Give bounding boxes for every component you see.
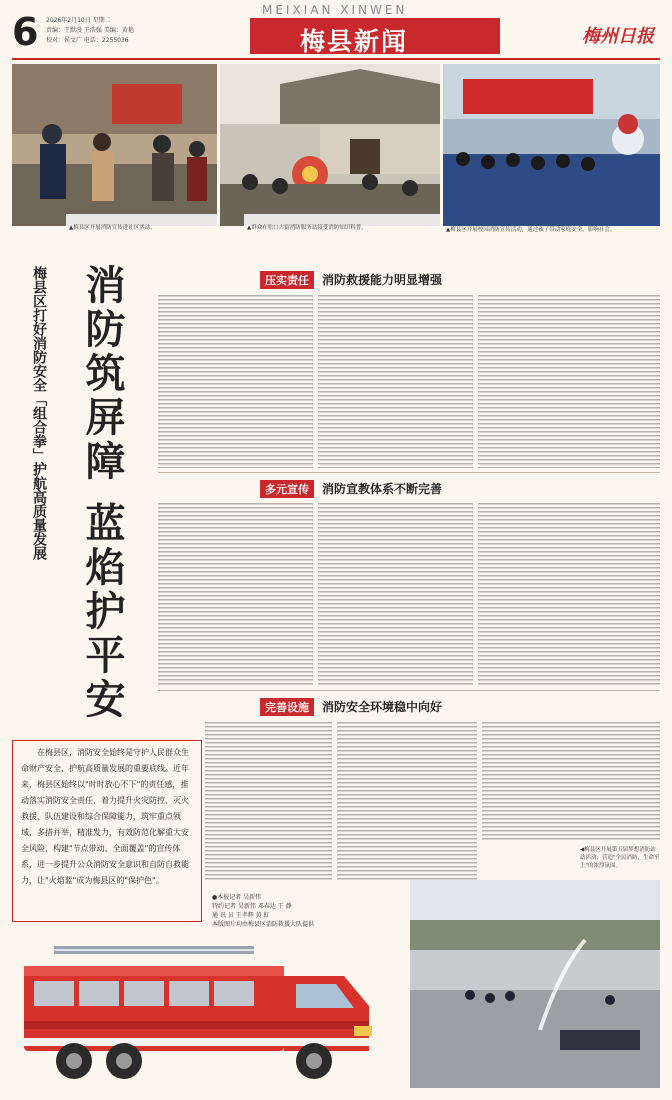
caption-box-bottom-right [580,846,660,870]
divider-1 [158,472,660,473]
caption-box-right [446,226,660,234]
issue-date: 2026年2月10日 星期二 [46,17,111,24]
section-1-col-3 [478,295,660,468]
photo-community-event [12,64,217,226]
photo-campus-education [443,64,660,226]
section-2-col-2 [318,503,473,686]
section-3-col-1 [205,722,332,882]
section-2-tag: 多元宣传 [260,480,314,498]
lead-paragraph: 在梅县区，消防安全始终是守护人民群众生命财产安全、护航高质量发展的重要底线。近年来，梅县区始终以"时时放心不下"的责任感，推动落实消防安全责任，着力提升火灾防控、灭火救援、队伍建设和综合保障能力，筑牢重点领域、多措并举，精准发力，有效防范化解重大安全风险，构建"节点带动、全面覆盖"的宣传体系，进一步提升公众消防安全意识和自防自救能力，让"火焰蓝"成为梅县区的"保护色"。 [21,748,189,885]
paper-name: 梅州日报 [582,26,654,47]
section-1-title: 消防救援能力明显增强 [322,273,443,287]
caption-box-left [66,214,217,231]
header-rule [12,58,660,60]
caption-middle: ▲群众在松口古街消防服务站接受消防知识科普。 [247,225,367,231]
section-1-tag: 压实责任 [260,271,314,289]
photo-fire-drill [410,880,660,1088]
paper-logo [582,22,654,48]
latin-section-name: MEIXIAN XINWEN [262,3,408,17]
credit-interns: 通 讯 员 王孝辉 黄 虹 [212,912,270,919]
section-3-col-2 [337,722,477,882]
section-3-header [260,698,442,715]
lead-box [12,740,202,922]
caption-box-middle [244,214,440,231]
caption-left: ▲梅县区开展消防宣传进社区活动。 [69,225,156,231]
credits-block [212,893,314,929]
section-3-col-3 [482,722,660,840]
editor-info: 责编：王默漫 王浩强 美编：黄艳 [46,27,134,34]
section-1-col-2 [318,295,473,468]
section-3-title: 消防安全环境稳中向好 [322,700,443,714]
section-1-col-1 [158,295,313,468]
section-3-tag: 完善设施 [260,698,314,716]
section-2-col-3 [478,503,660,686]
headline-block [20,256,125,726]
credit-correspondents: 特约记者 吴新伟 邓春达 王 静 [212,903,292,910]
photo-ancient-street-station [220,64,440,226]
page-number: 6 [12,10,39,54]
section-2-header [260,480,442,497]
divider-2 [158,690,660,691]
section-1-header [260,271,442,288]
section-title: 梅县新闻 [300,27,409,56]
main-headline: 消防筑屏障 蓝焰护平安 [79,264,126,722]
section-band [250,18,500,54]
credit-reporter: ●本报记者 吴新伟 [212,894,262,901]
fire-truck-illustration [14,926,394,1091]
credit-photo-source: 本版图片均由梅县区消防救援大队提供 [212,921,315,928]
proof-info: 校对：侯文广 电话：2255036 [46,37,129,44]
section-2-title: 消防宣教体系不断完善 [322,482,443,496]
caption-bottom-right: ◀梅县区开展第五届梦想消防站站活动，营造"全民消防，生命至上"的浓厚氛围。 [580,847,660,869]
section-2-col-1 [158,503,313,686]
sub-headline: 梅县区打好消防安全「组合拳」护航高质量发展 [31,266,47,560]
caption-right: ▲梅县区开展校园消防宣传活动，通过孩子带动家庭安全，影响社会。 [446,227,616,233]
